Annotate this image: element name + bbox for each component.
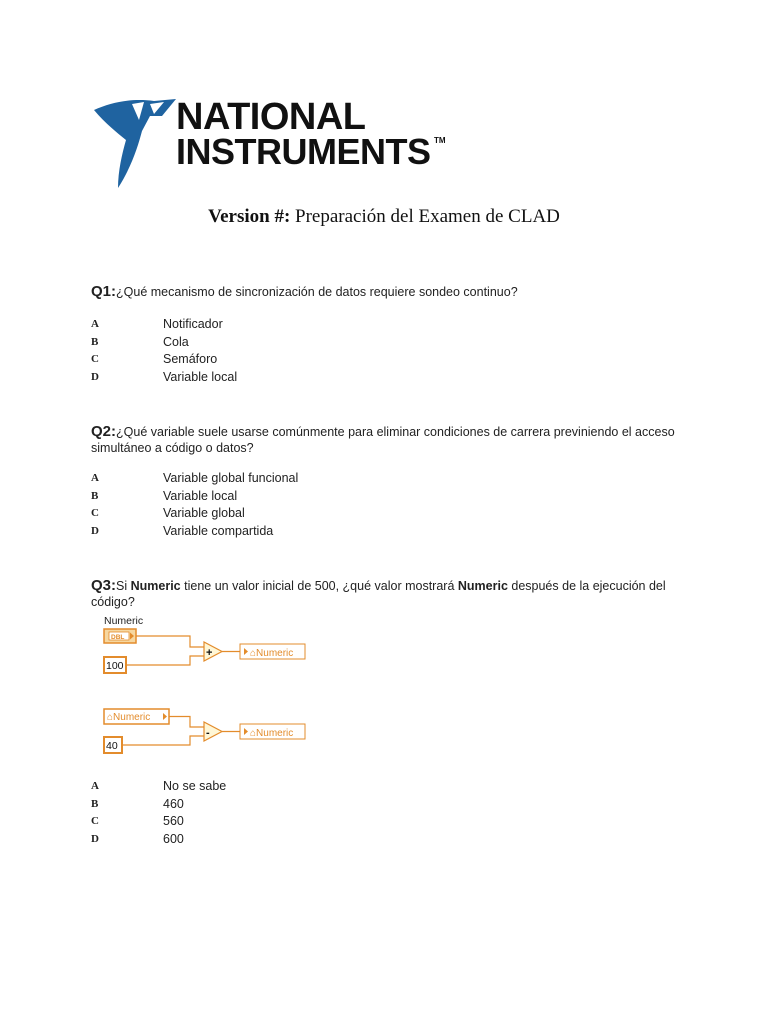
option-letter: C — [91, 815, 99, 828]
logo-line2: INSTRUMENTS — [176, 131, 431, 172]
local-name: Numeric — [113, 712, 151, 723]
option-letter: A — [91, 780, 99, 792]
question-1 — [91, 284, 691, 300]
option-text: 460 — [163, 796, 184, 811]
option-letter: D — [91, 832, 99, 845]
numeric-local-variable-write-2 — [240, 724, 305, 739]
option-letter: B — [91, 489, 99, 502]
numeric-bold-1: Numeric — [130, 579, 181, 593]
constant-100 — [104, 657, 126, 673]
add-function-icon — [204, 642, 222, 661]
option-text: Variable global — [163, 506, 245, 521]
option-text: Cola — [163, 334, 189, 349]
numeric-control-terminal — [104, 629, 136, 643]
question-2 — [91, 424, 691, 456]
option-text: Variable local — [163, 369, 238, 384]
option-text: 560 — [163, 814, 184, 829]
add-symbol: + — [206, 647, 213, 659]
question-text-mid: tiene un valor inicial de 500, ¿qué valor mostrará — [180, 579, 458, 593]
question-3 — [91, 578, 691, 610]
constant-value: 100 — [106, 660, 124, 672]
logo-line1: NATIONAL — [176, 96, 366, 138]
local-label: ⌂Numeric — [250, 728, 294, 739]
local-label: ⌂Numeric — [107, 712, 151, 723]
option-text: Variable compartida — [163, 523, 274, 538]
local-label: ⌂Numeric — [250, 648, 294, 659]
option-letter: B — [91, 335, 99, 348]
version-label: Version #: — [208, 206, 291, 227]
option-letter: A — [91, 318, 99, 330]
page-title — [0, 206, 768, 228]
question-number: Q2: — [91, 423, 117, 440]
option-letter: A — [91, 472, 99, 484]
local-name: Numeric — [256, 728, 294, 739]
numeric-local-variable-write — [240, 644, 305, 659]
local-name: Numeric — [256, 648, 294, 659]
numeric-local-variable-read — [104, 709, 169, 724]
national-instruments-logo — [92, 96, 452, 191]
option-letter: C — [91, 353, 99, 366]
option-text: Notificador — [163, 317, 223, 331]
subtract-symbol: - — [206, 727, 210, 739]
labview-block-diagram — [102, 612, 312, 762]
control-label: Numeric — [104, 615, 144, 627]
title-text: Preparación del Examen de CLAD — [295, 206, 560, 227]
option-text: No se sabe — [163, 779, 227, 793]
constant-value: 40 — [106, 740, 118, 752]
trademark: TM — [434, 136, 446, 145]
question-number: Q1: — [91, 283, 117, 300]
constant-40 — [104, 737, 122, 753]
question-text: ¿Qué mecanismo de sincronización de datos requiere sondeo continuo? — [116, 285, 518, 299]
option-text: Semáforo — [163, 352, 218, 367]
question-text-pre: Si — [116, 579, 131, 593]
dbl-label: DBL — [111, 634, 125, 641]
option-text: Variable local — [163, 488, 238, 503]
question-text-post: después de la ejecución del código? — [91, 579, 666, 609]
option-letter: B — [91, 797, 99, 810]
option-text: 600 — [163, 831, 184, 846]
option-letter: D — [91, 370, 99, 383]
subtract-function-icon — [204, 722, 222, 741]
option-letter: C — [91, 507, 99, 520]
question-number: Q3: — [91, 577, 117, 594]
eagle-icon — [92, 96, 182, 191]
numeric-bold-2: Numeric — [457, 579, 508, 593]
option-text: Variable global funcional — [163, 471, 299, 485]
question-text: ¿Qué variable suele usarse comúnmente para eliminar condiciones de carrera previniendo el acceso simultáneo a código o datos? — [91, 425, 675, 455]
option-letter: D — [91, 524, 99, 537]
